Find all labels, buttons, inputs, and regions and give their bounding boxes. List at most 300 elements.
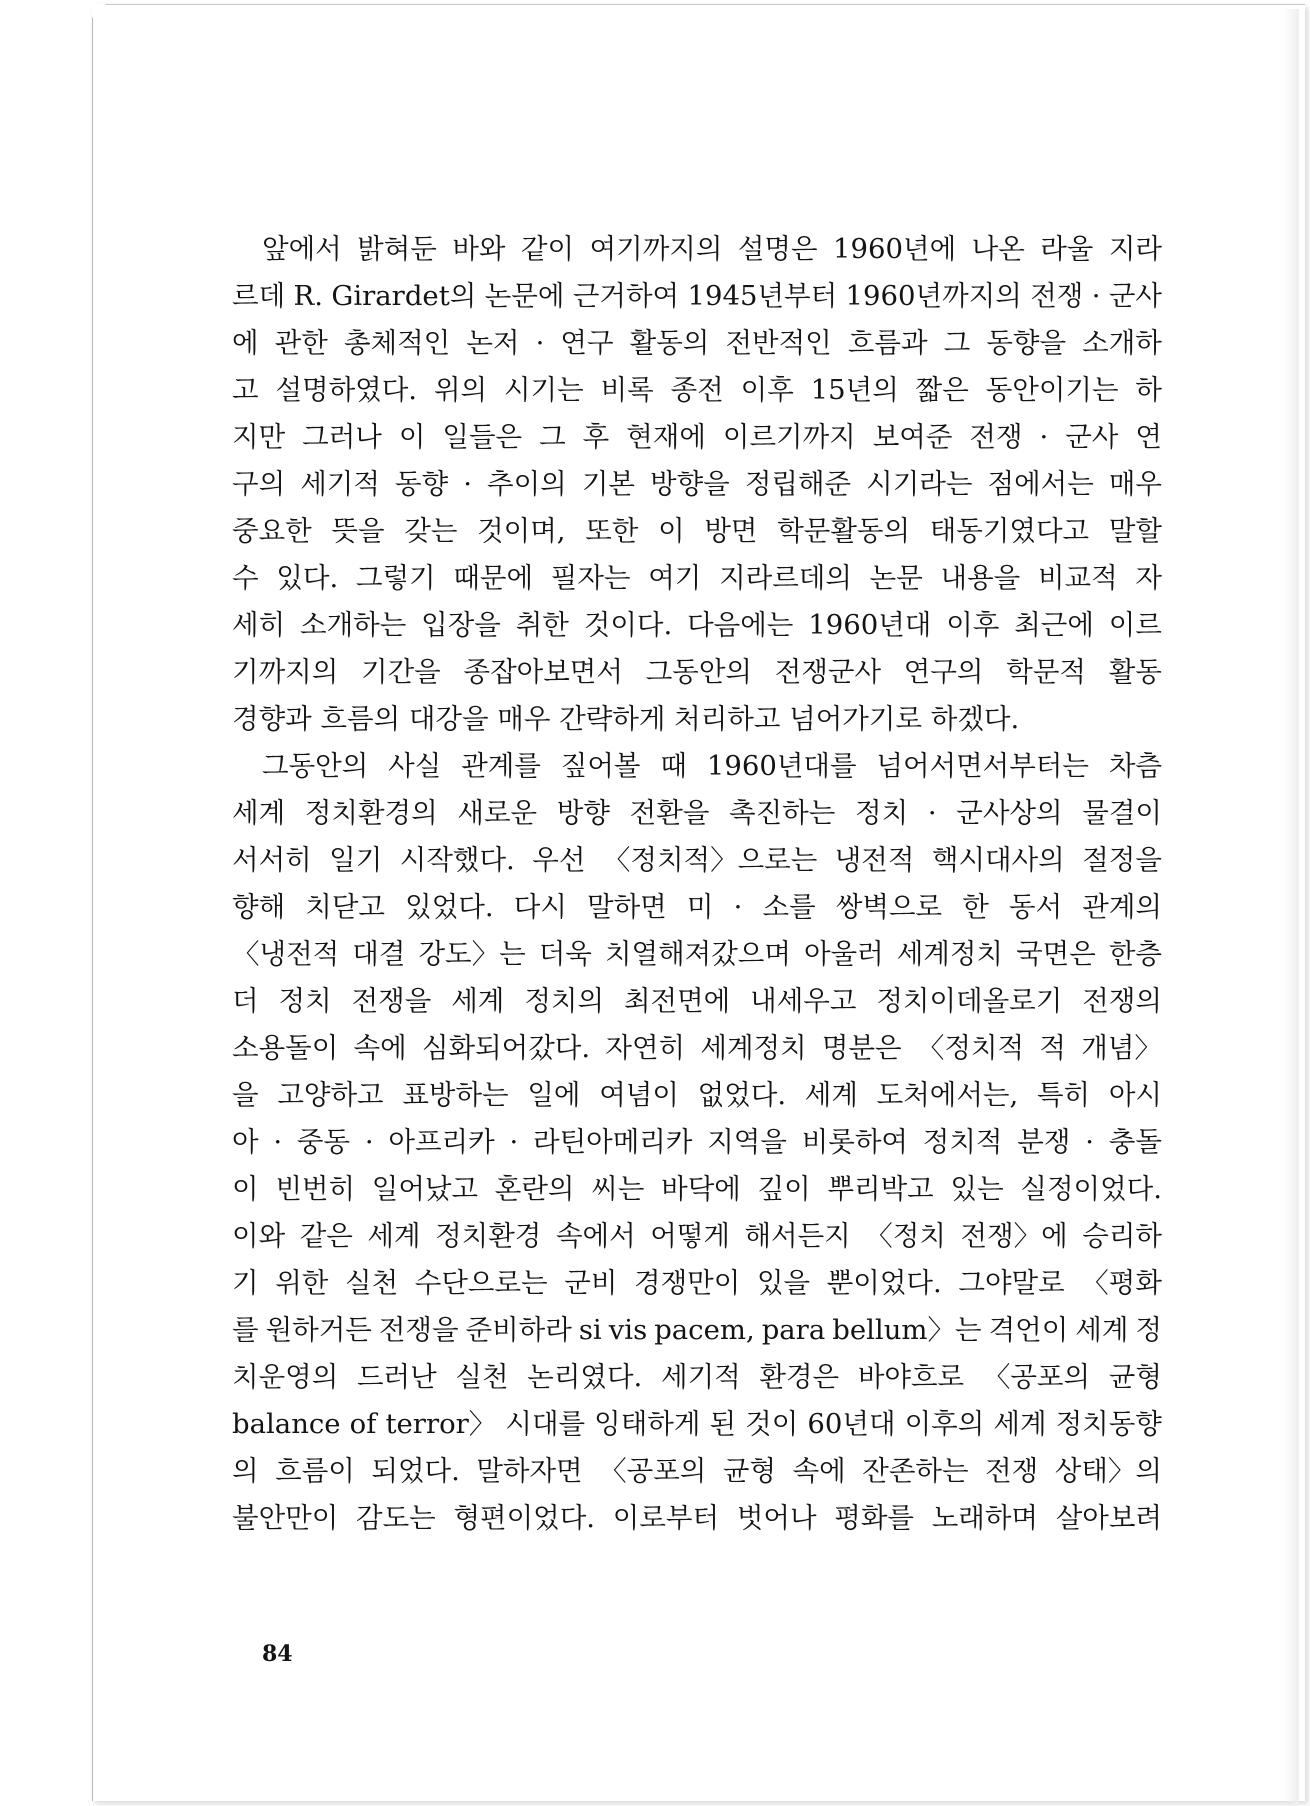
- word: 빈번히: [275, 1173, 356, 1205]
- word: 같은: [299, 1220, 353, 1252]
- word: 전쟁: [969, 421, 1023, 453]
- word: 전쟁의: [1082, 985, 1162, 1017]
- word: 비롯하여: [801, 1126, 908, 1158]
- word: 바와: [452, 233, 506, 265]
- text-line: [232, 1260, 1162, 1307]
- word: 논저: [466, 327, 520, 359]
- word: 동향을: [986, 327, 1067, 359]
- word: 한: [962, 891, 989, 923]
- word: 말할: [1108, 515, 1162, 547]
- word: 전쟁군사: [774, 656, 882, 688]
- text-line: [232, 931, 1162, 978]
- word: 승리하: [1082, 1220, 1162, 1252]
- word: 연구: [560, 327, 614, 359]
- word: 전쟁을: [351, 985, 432, 1017]
- word: 전환을: [629, 797, 710, 829]
- word: 더: [232, 985, 259, 1017]
- word: 이르: [1108, 609, 1162, 641]
- word: pacem,: [654, 1314, 755, 1346]
- word: 입장을: [421, 609, 501, 641]
- word: 활동의: [629, 327, 710, 359]
- word: 학문활동의: [777, 515, 911, 547]
- word: 새로운: [457, 797, 538, 829]
- word: 치닫고: [305, 891, 385, 923]
- word: 원하거든: [265, 1314, 372, 1346]
- text-line: [232, 790, 1162, 837]
- word: 그러나: [302, 421, 382, 453]
- word: 앞에서: [262, 233, 342, 265]
- text-line: 경향과 흐름의 대강을 매우 간략하게 처리하고 넘어가기로 하겠다.: [232, 703, 1020, 735]
- word: 정치: [855, 797, 909, 829]
- word: 해서든지: [744, 1220, 851, 1252]
- word: 이: [658, 515, 685, 547]
- word: 의: [232, 1455, 259, 1487]
- word: ·: [463, 468, 472, 500]
- word: 이: [232, 1173, 259, 1205]
- word: 라울: [1040, 233, 1094, 265]
- word: terror〉: [385, 1408, 497, 1440]
- word: 근거하여: [572, 280, 680, 312]
- word: 그: [539, 421, 566, 453]
- word: 실천: [345, 1267, 399, 1299]
- word: Girardet의: [331, 280, 477, 312]
- word: 전쟁: [985, 1455, 1039, 1487]
- word: 이후: [740, 374, 794, 406]
- word: 우선: [532, 844, 586, 876]
- word: 1960년에: [833, 233, 957, 265]
- word: ·: [1091, 280, 1101, 312]
- word: 그동안의: [645, 656, 752, 688]
- word: 기간을: [361, 656, 441, 688]
- text-line: [232, 1072, 1162, 1119]
- word: 설명은: [737, 233, 818, 265]
- word: 현재에: [626, 421, 706, 453]
- word: 세계정치: [700, 1032, 807, 1064]
- word: 을: [232, 1079, 259, 1111]
- word: 정: [1135, 1314, 1162, 1346]
- word: 촉진하는: [729, 797, 836, 829]
- text-line: [232, 508, 1162, 555]
- word: 내용을: [940, 562, 1021, 594]
- word: 여기까지의: [589, 233, 723, 265]
- word: 흐름과: [847, 327, 928, 359]
- word: 형편이었다.: [453, 1502, 596, 1534]
- word: 적: [1039, 1032, 1066, 1064]
- word: 것이다.: [583, 609, 673, 641]
- word: 〈냉전적: [232, 938, 340, 970]
- word: 기: [232, 1267, 259, 1299]
- word: 소용돌이: [232, 1032, 339, 1064]
- word: 아프리카: [388, 1126, 495, 1158]
- word: 향해: [232, 891, 286, 923]
- word: 벗어나: [736, 1502, 817, 1534]
- word: 세계: [367, 1220, 421, 1252]
- word: 에: [232, 327, 259, 359]
- word: 추이의: [487, 468, 567, 500]
- word: 깊이: [757, 1173, 811, 1205]
- word: 시작했다.: [399, 844, 515, 876]
- word: 세히: [232, 609, 286, 641]
- word: 감도는: [356, 1502, 436, 1534]
- word: 정치의: [524, 985, 605, 1017]
- word: 정치적: [922, 1126, 1003, 1158]
- word: 다음에는: [687, 609, 794, 641]
- word: 정치환경의: [304, 797, 438, 829]
- word: 쌍벽으로: [835, 891, 943, 923]
- body-text: [232, 226, 1162, 1542]
- word: 되었다.: [371, 1455, 460, 1487]
- word: 다시: [513, 891, 567, 923]
- word: 지만: [232, 421, 286, 453]
- word: ·: [509, 1126, 519, 1158]
- word: 일에: [527, 1079, 581, 1111]
- word: 흐름이: [275, 1455, 355, 1487]
- word: 종잡아보면서: [463, 656, 623, 688]
- word: 세계: [993, 1408, 1047, 1440]
- word: 필자는: [550, 562, 631, 594]
- word: 취한: [515, 609, 569, 641]
- word: 여기: [648, 562, 702, 594]
- word: 차츰: [1108, 750, 1162, 782]
- word: 혼란의: [494, 1173, 575, 1205]
- word: 또한: [585, 515, 639, 547]
- text-line: [232, 1401, 1162, 1448]
- word: 있는: [950, 1173, 1004, 1205]
- word: 후: [582, 421, 610, 453]
- word: 나온: [971, 233, 1025, 265]
- text-line: [232, 1119, 1162, 1166]
- word: of: [349, 1408, 377, 1440]
- word: 동서: [1009, 891, 1063, 923]
- word: 바야흐로: [857, 1361, 965, 1393]
- word: 평화를: [834, 1502, 914, 1534]
- text-line: [232, 649, 1162, 696]
- word: 소개하는: [300, 609, 407, 641]
- word: 전쟁〉에: [960, 1220, 1068, 1252]
- word: 시대를: [505, 1408, 586, 1440]
- word: 말하면: [587, 891, 667, 923]
- word: si: [578, 1314, 602, 1346]
- paragraph-1: [232, 226, 1162, 743]
- word: 심화되어갔다.: [421, 1032, 591, 1064]
- word: 명분은: [821, 1032, 902, 1064]
- text-line: [232, 743, 1162, 790]
- word: 불안만이: [232, 1502, 339, 1534]
- word: 종전: [670, 374, 724, 406]
- word: 하: [1135, 374, 1162, 406]
- page-right-shadow: [1283, 9, 1299, 1805]
- word: 연: [1135, 421, 1162, 453]
- word: ·: [273, 1126, 283, 1158]
- word: 정치이데올로기: [876, 985, 1063, 1017]
- word: 전쟁: [1030, 280, 1084, 312]
- word: 중동: [296, 1126, 351, 1158]
- word: 세계: [804, 1079, 858, 1111]
- word: 위한: [275, 1267, 329, 1299]
- word: 군사: [1108, 280, 1162, 312]
- text-line: [232, 978, 1162, 1025]
- word: 뿐이었다.: [826, 1267, 942, 1299]
- word: 경쟁만이: [634, 1267, 741, 1299]
- word: 아: [232, 1126, 259, 1158]
- word: 있을: [756, 1267, 811, 1299]
- word: 소를: [762, 891, 816, 923]
- word: ·: [927, 797, 937, 829]
- word: 동안이기는: [985, 374, 1119, 406]
- word: 핵시대사의: [931, 844, 1065, 876]
- word: 준비하라: [465, 1314, 572, 1346]
- word: 그: [943, 327, 971, 359]
- word: 일들은: [442, 421, 523, 453]
- word: 짚어볼: [560, 750, 641, 782]
- word: vis: [608, 1314, 648, 1346]
- text-line: [232, 555, 1162, 602]
- word: 중요한: [232, 515, 312, 547]
- word: 지역을: [707, 1126, 787, 1158]
- word: 이르기까지: [722, 421, 856, 453]
- text-line: [232, 1495, 1162, 1542]
- word: 〈정치: [865, 1220, 946, 1252]
- word: 최근에: [1014, 609, 1094, 641]
- word: 일어났고: [371, 1173, 479, 1205]
- word: 아울러: [803, 938, 884, 970]
- word: 세계: [232, 797, 286, 829]
- word: 격언이: [988, 1314, 1069, 1346]
- word: 라틴아메리카: [533, 1126, 693, 1158]
- word: 매우: [1108, 468, 1162, 500]
- word: 학문적: [1006, 656, 1086, 688]
- word: 1945년부터: [687, 280, 838, 312]
- word: 그렇기: [355, 562, 436, 594]
- word: 국면은: [1016, 938, 1096, 970]
- word: 냉전적: [834, 844, 915, 876]
- word: 잉태하게: [594, 1408, 701, 1440]
- text-line: [232, 884, 1162, 931]
- word: 표방하는: [402, 1079, 509, 1111]
- word: 이후의: [904, 1408, 985, 1440]
- word: 개념〉: [1081, 1032, 1162, 1064]
- word: 〈정치적〉으로는: [602, 844, 818, 876]
- word: 관계의: [1082, 891, 1162, 923]
- text-line: [232, 1166, 1162, 1213]
- word: 대결: [352, 938, 406, 970]
- word: 이와: [232, 1220, 286, 1252]
- word: 환경은: [759, 1361, 840, 1393]
- word: 있다.: [276, 562, 339, 594]
- word: 때: [660, 750, 687, 782]
- word: 관계를: [461, 750, 541, 782]
- word: 아시: [1108, 1079, 1162, 1111]
- word: 말하자면: [476, 1455, 583, 1487]
- word: 노래하며: [931, 1502, 1038, 1534]
- word: 〈공포의: [599, 1455, 707, 1487]
- word: 동향: [395, 468, 449, 500]
- word: 강도〉는: [418, 938, 526, 970]
- word: 정치동향: [1055, 1408, 1162, 1440]
- word: 지라: [1108, 233, 1162, 265]
- word: 〈정치적: [916, 1032, 1025, 1064]
- word: 밝혀둔: [357, 233, 437, 265]
- word: 자: [1135, 562, 1162, 594]
- word: 미: [686, 891, 714, 923]
- word: 것이며,: [477, 515, 566, 547]
- word: 잔존하는: [862, 1455, 969, 1487]
- word: 1960년대: [808, 609, 932, 641]
- word: 총체적인: [343, 327, 451, 359]
- text-line: [232, 837, 1162, 884]
- text-line: [232, 461, 1162, 508]
- word: 정립해준: [744, 468, 852, 500]
- word: 충돌: [1108, 1126, 1162, 1158]
- word: 그동안의: [262, 750, 369, 782]
- word: 세기적: [300, 468, 380, 500]
- text-line: [232, 226, 1162, 273]
- word: 수: [232, 562, 259, 594]
- word: 같이: [520, 233, 575, 265]
- word: 상태〉의: [1054, 1455, 1162, 1487]
- word: 연구의: [903, 656, 984, 688]
- word: ·: [1085, 1126, 1094, 1158]
- word: R.: [293, 280, 323, 312]
- word: 균형: [1108, 1361, 1162, 1393]
- word: 를: [232, 1314, 259, 1346]
- word: ·: [733, 891, 743, 923]
- word: 특히: [1036, 1079, 1091, 1111]
- word: 설명하였다.: [275, 374, 418, 406]
- word: 60년대: [807, 1408, 896, 1440]
- word: 일기: [329, 844, 383, 876]
- word: 속에: [353, 1032, 407, 1064]
- word: 자연히: [605, 1032, 686, 1064]
- word: 시기는: [503, 374, 584, 406]
- word: 뿌리박고: [827, 1173, 934, 1205]
- word: ·: [535, 327, 545, 359]
- word: 기까지의: [232, 656, 339, 688]
- word: 세계: [1075, 1314, 1129, 1346]
- word: 논리였다.: [527, 1361, 643, 1393]
- word: 물결이: [1082, 797, 1162, 829]
- word: 르데: [232, 280, 286, 312]
- word: 것이: [745, 1408, 799, 1440]
- word: 속에서: [555, 1220, 636, 1252]
- word: 절정을: [1082, 844, 1162, 876]
- word: 전반적인: [725, 327, 832, 359]
- word: 균형: [722, 1455, 777, 1487]
- word: 고: [232, 374, 259, 406]
- word: 군비: [564, 1267, 618, 1299]
- word: 구의: [232, 468, 286, 500]
- text-line: [232, 1307, 1162, 1354]
- word: 정치환경: [435, 1220, 542, 1252]
- word: 사실: [388, 750, 442, 782]
- word: 방면: [704, 515, 758, 547]
- word: para: [761, 1314, 826, 1346]
- word: 논문에: [484, 280, 565, 312]
- word: 바닥에: [661, 1173, 741, 1205]
- word: 전쟁을: [378, 1314, 459, 1346]
- word: 실천: [455, 1361, 509, 1393]
- word: 씨는: [591, 1173, 645, 1205]
- word: 드러난: [356, 1361, 437, 1393]
- word: 군사상의: [956, 797, 1063, 829]
- word: 갖는: [404, 515, 458, 547]
- paragraph-2: [232, 743, 1162, 1542]
- word: 살아보려: [1055, 1502, 1162, 1534]
- word: 기본: [581, 468, 635, 500]
- text-line: [232, 273, 1162, 320]
- word: 세계정치: [896, 938, 1003, 970]
- word: 된: [709, 1408, 737, 1440]
- word: 내세우고: [750, 985, 857, 1017]
- word: 뜻을: [331, 515, 385, 547]
- word: 위의: [433, 374, 488, 406]
- text-line: [232, 602, 1162, 649]
- word: 치운영의: [232, 1361, 339, 1393]
- word: 이후: [946, 609, 1000, 641]
- word: 어떻게: [650, 1220, 730, 1252]
- word: 최전면에: [623, 985, 731, 1017]
- word: balance: [232, 1408, 341, 1440]
- word: 비교적: [1037, 562, 1118, 594]
- word: 1960년까지의: [845, 280, 1022, 312]
- word: 〈공포의: [982, 1361, 1091, 1393]
- word: 태동기였다고: [929, 515, 1090, 547]
- word: 15년의: [810, 374, 899, 406]
- word: 1960년대를: [706, 750, 857, 782]
- word: 치열해져갔으며: [604, 938, 791, 970]
- text-line: [232, 414, 1162, 461]
- word: 고양하고: [277, 1079, 384, 1111]
- text-line: [232, 1448, 1162, 1495]
- word: 비록: [600, 374, 654, 406]
- word: 도처에서는,: [876, 1079, 1019, 1111]
- word: ·: [364, 1126, 374, 1158]
- word: 논문: [869, 562, 923, 594]
- word: 점에서는: [987, 468, 1094, 500]
- word: 군사: [1065, 421, 1119, 453]
- word: 방향을: [650, 468, 730, 500]
- word: 넘어서면서부터는: [876, 750, 1089, 782]
- word: 짧은: [915, 374, 969, 406]
- page-corner-fold: [92, 4, 106, 18]
- word: 있었다.: [405, 891, 494, 923]
- word: 정치: [278, 985, 332, 1017]
- word: bellum〉는: [832, 1314, 982, 1346]
- word: 실정이었다.: [1020, 1173, 1162, 1205]
- word: 방향: [556, 797, 610, 829]
- word: 시기라는: [866, 468, 973, 500]
- word: 보여준: [872, 421, 953, 453]
- word: 세기적: [661, 1361, 741, 1393]
- word: 여념이: [599, 1079, 679, 1111]
- word: 때문에: [453, 562, 534, 594]
- word: 한층: [1108, 938, 1162, 970]
- word: 수단으로는: [414, 1267, 548, 1299]
- word: 서서히: [232, 844, 312, 876]
- word: ·: [1039, 421, 1049, 453]
- text-line: [232, 367, 1162, 414]
- text-line: [232, 1025, 1162, 1072]
- word: 이로부터: [612, 1502, 720, 1534]
- text-line: [232, 1354, 1162, 1401]
- word: 〈평화: [1081, 1267, 1162, 1299]
- page-number: 84: [262, 1641, 293, 1667]
- word: 세계: [451, 985, 505, 1017]
- word: 분쟁: [1017, 1126, 1071, 1158]
- text-line: [232, 320, 1162, 367]
- text-line: [232, 1213, 1162, 1260]
- word: 소개하: [1082, 327, 1162, 359]
